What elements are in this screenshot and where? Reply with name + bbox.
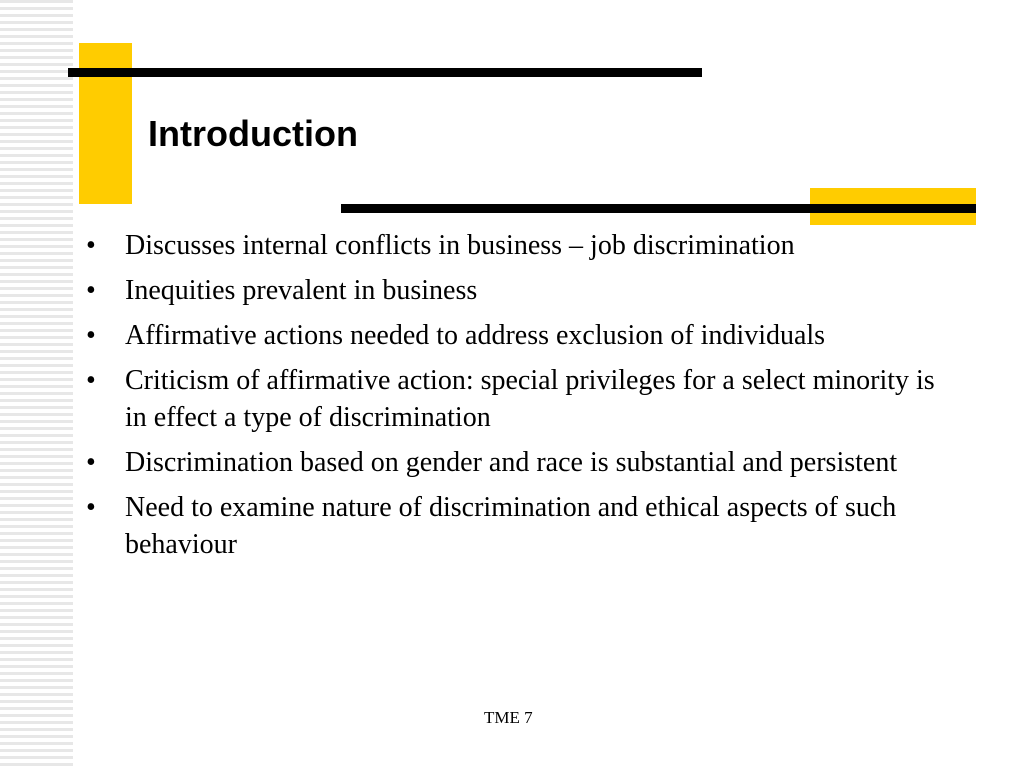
bullet-item [86, 317, 946, 354]
bullet-item [86, 272, 946, 309]
bullet-icon: • [86, 275, 96, 306]
bullet-item [86, 227, 946, 264]
bullet-item [86, 362, 946, 436]
slide-footer: TME 7 [484, 708, 533, 727]
bullet-text: Affirmative actions needed to address exclusion of individuals [125, 320, 826, 351]
slide-title: Introduction [148, 113, 358, 154]
bullet-text: Need to examine nature of discrimination and ethical aspects of such behaviour [125, 492, 897, 560]
bullet-item [86, 489, 946, 563]
bullet-text: Criticism of affirmative action: special privileges for a select minority is in effect a type of discrimination [125, 365, 935, 433]
title-rule-top [68, 68, 702, 77]
title-rule-bottom [341, 204, 976, 213]
bullet-icon: • [86, 320, 96, 351]
bullet-list [86, 227, 946, 571]
bullet-icon: • [86, 365, 96, 396]
bullet-icon: • [86, 492, 96, 523]
bullet-item [86, 444, 946, 481]
bullet-icon: • [86, 447, 96, 478]
bullet-text: Discusses internal conflicts in business – job discrimination [125, 230, 795, 261]
bullet-text: Inequities prevalent in business [125, 275, 478, 306]
bullet-icon: • [86, 230, 96, 261]
striped-sidebar-decoration [0, 0, 73, 768]
bullet-text: Discrimination based on gender and race is substantial and persistent [125, 447, 898, 478]
